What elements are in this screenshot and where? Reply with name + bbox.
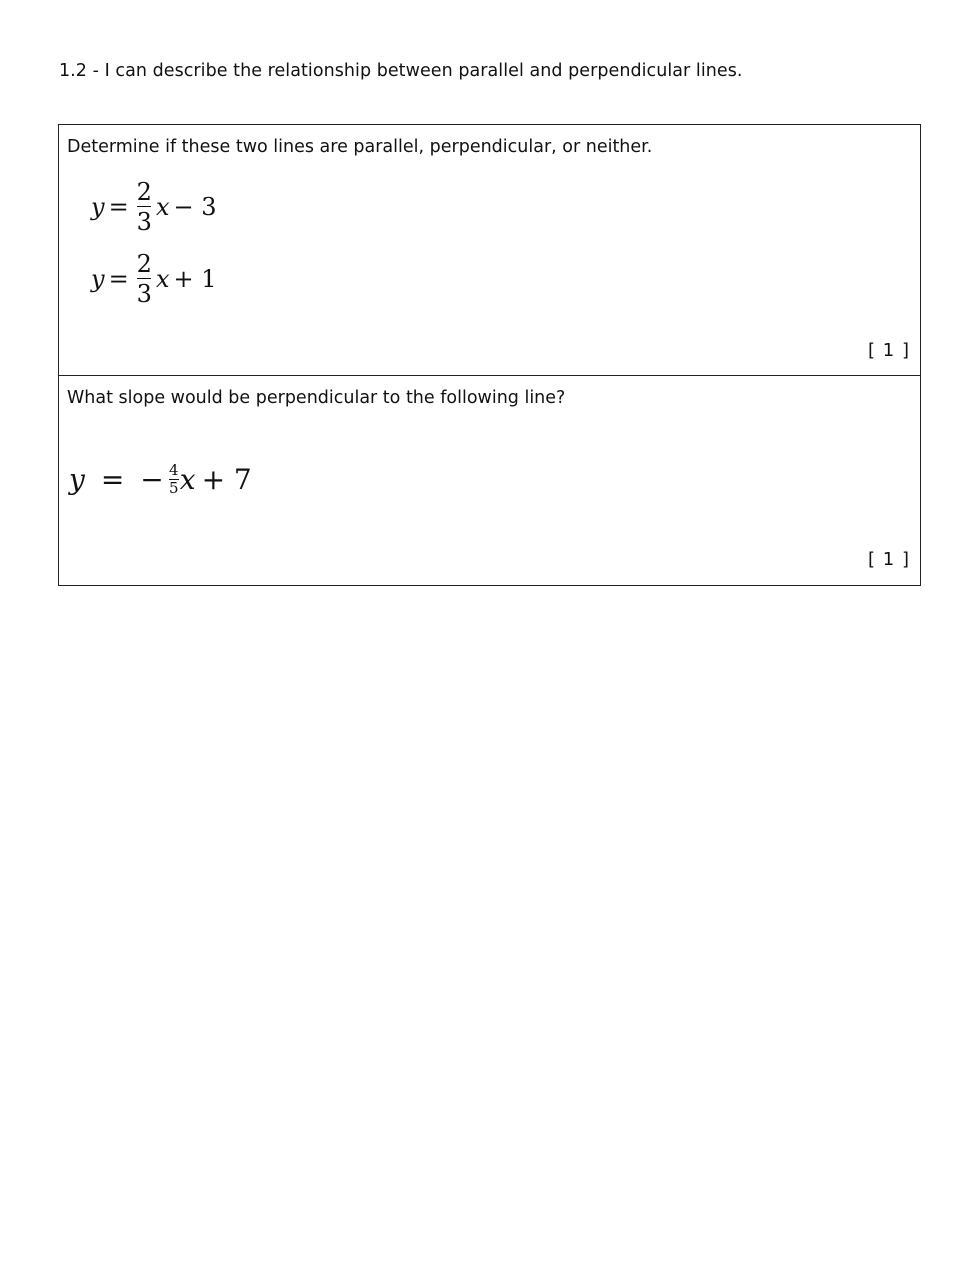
eq1-lhs: y: [91, 193, 105, 221]
eq2-equals: =: [108, 265, 129, 293]
eq1-equals: =: [108, 193, 129, 221]
question-2-marks: [ 1 ]: [868, 549, 910, 570]
question-1: [59, 125, 920, 376]
question-1-prompt: Determine if these two lines are parallel, perpendicular, or neither.: [67, 137, 653, 157]
eq1-variable: x: [155, 193, 170, 221]
eq3-numerator: 4: [168, 460, 179, 479]
question-1-marks: [ 1 ]: [868, 340, 910, 361]
question-2-prompt: What slope would be perpendicular to the following line?: [67, 388, 566, 408]
eq2-variable: x: [155, 265, 170, 293]
eq3-fraction: [168, 460, 179, 497]
eq2-numerator: 2: [136, 250, 152, 278]
eq3-lhs: y: [69, 462, 85, 496]
eq2-denominator: 3: [136, 280, 152, 308]
eq2-lhs: y: [91, 265, 105, 293]
eq1-denominator: 3: [136, 208, 152, 236]
eq3-equals: =: [100, 462, 125, 496]
equation-3: [69, 447, 252, 511]
equation-2: [91, 247, 217, 311]
equation-1: [91, 175, 217, 239]
learning-objective: 1.2 - I can describe the relationship between parallel and perpendicular lines.: [59, 61, 743, 81]
eq3-constant: + 7: [201, 462, 252, 496]
eq1-constant: − 3: [173, 193, 217, 221]
eq1-numerator: 2: [136, 178, 152, 206]
eq3-denominator: 5: [168, 478, 179, 497]
eq2-fraction: [137, 252, 152, 306]
questions-table: [58, 124, 921, 586]
eq3-sign: −: [140, 462, 164, 496]
eq2-constant: + 1: [173, 265, 217, 293]
eq1-fraction: [137, 180, 152, 234]
eq3-variable: x: [179, 462, 196, 496]
